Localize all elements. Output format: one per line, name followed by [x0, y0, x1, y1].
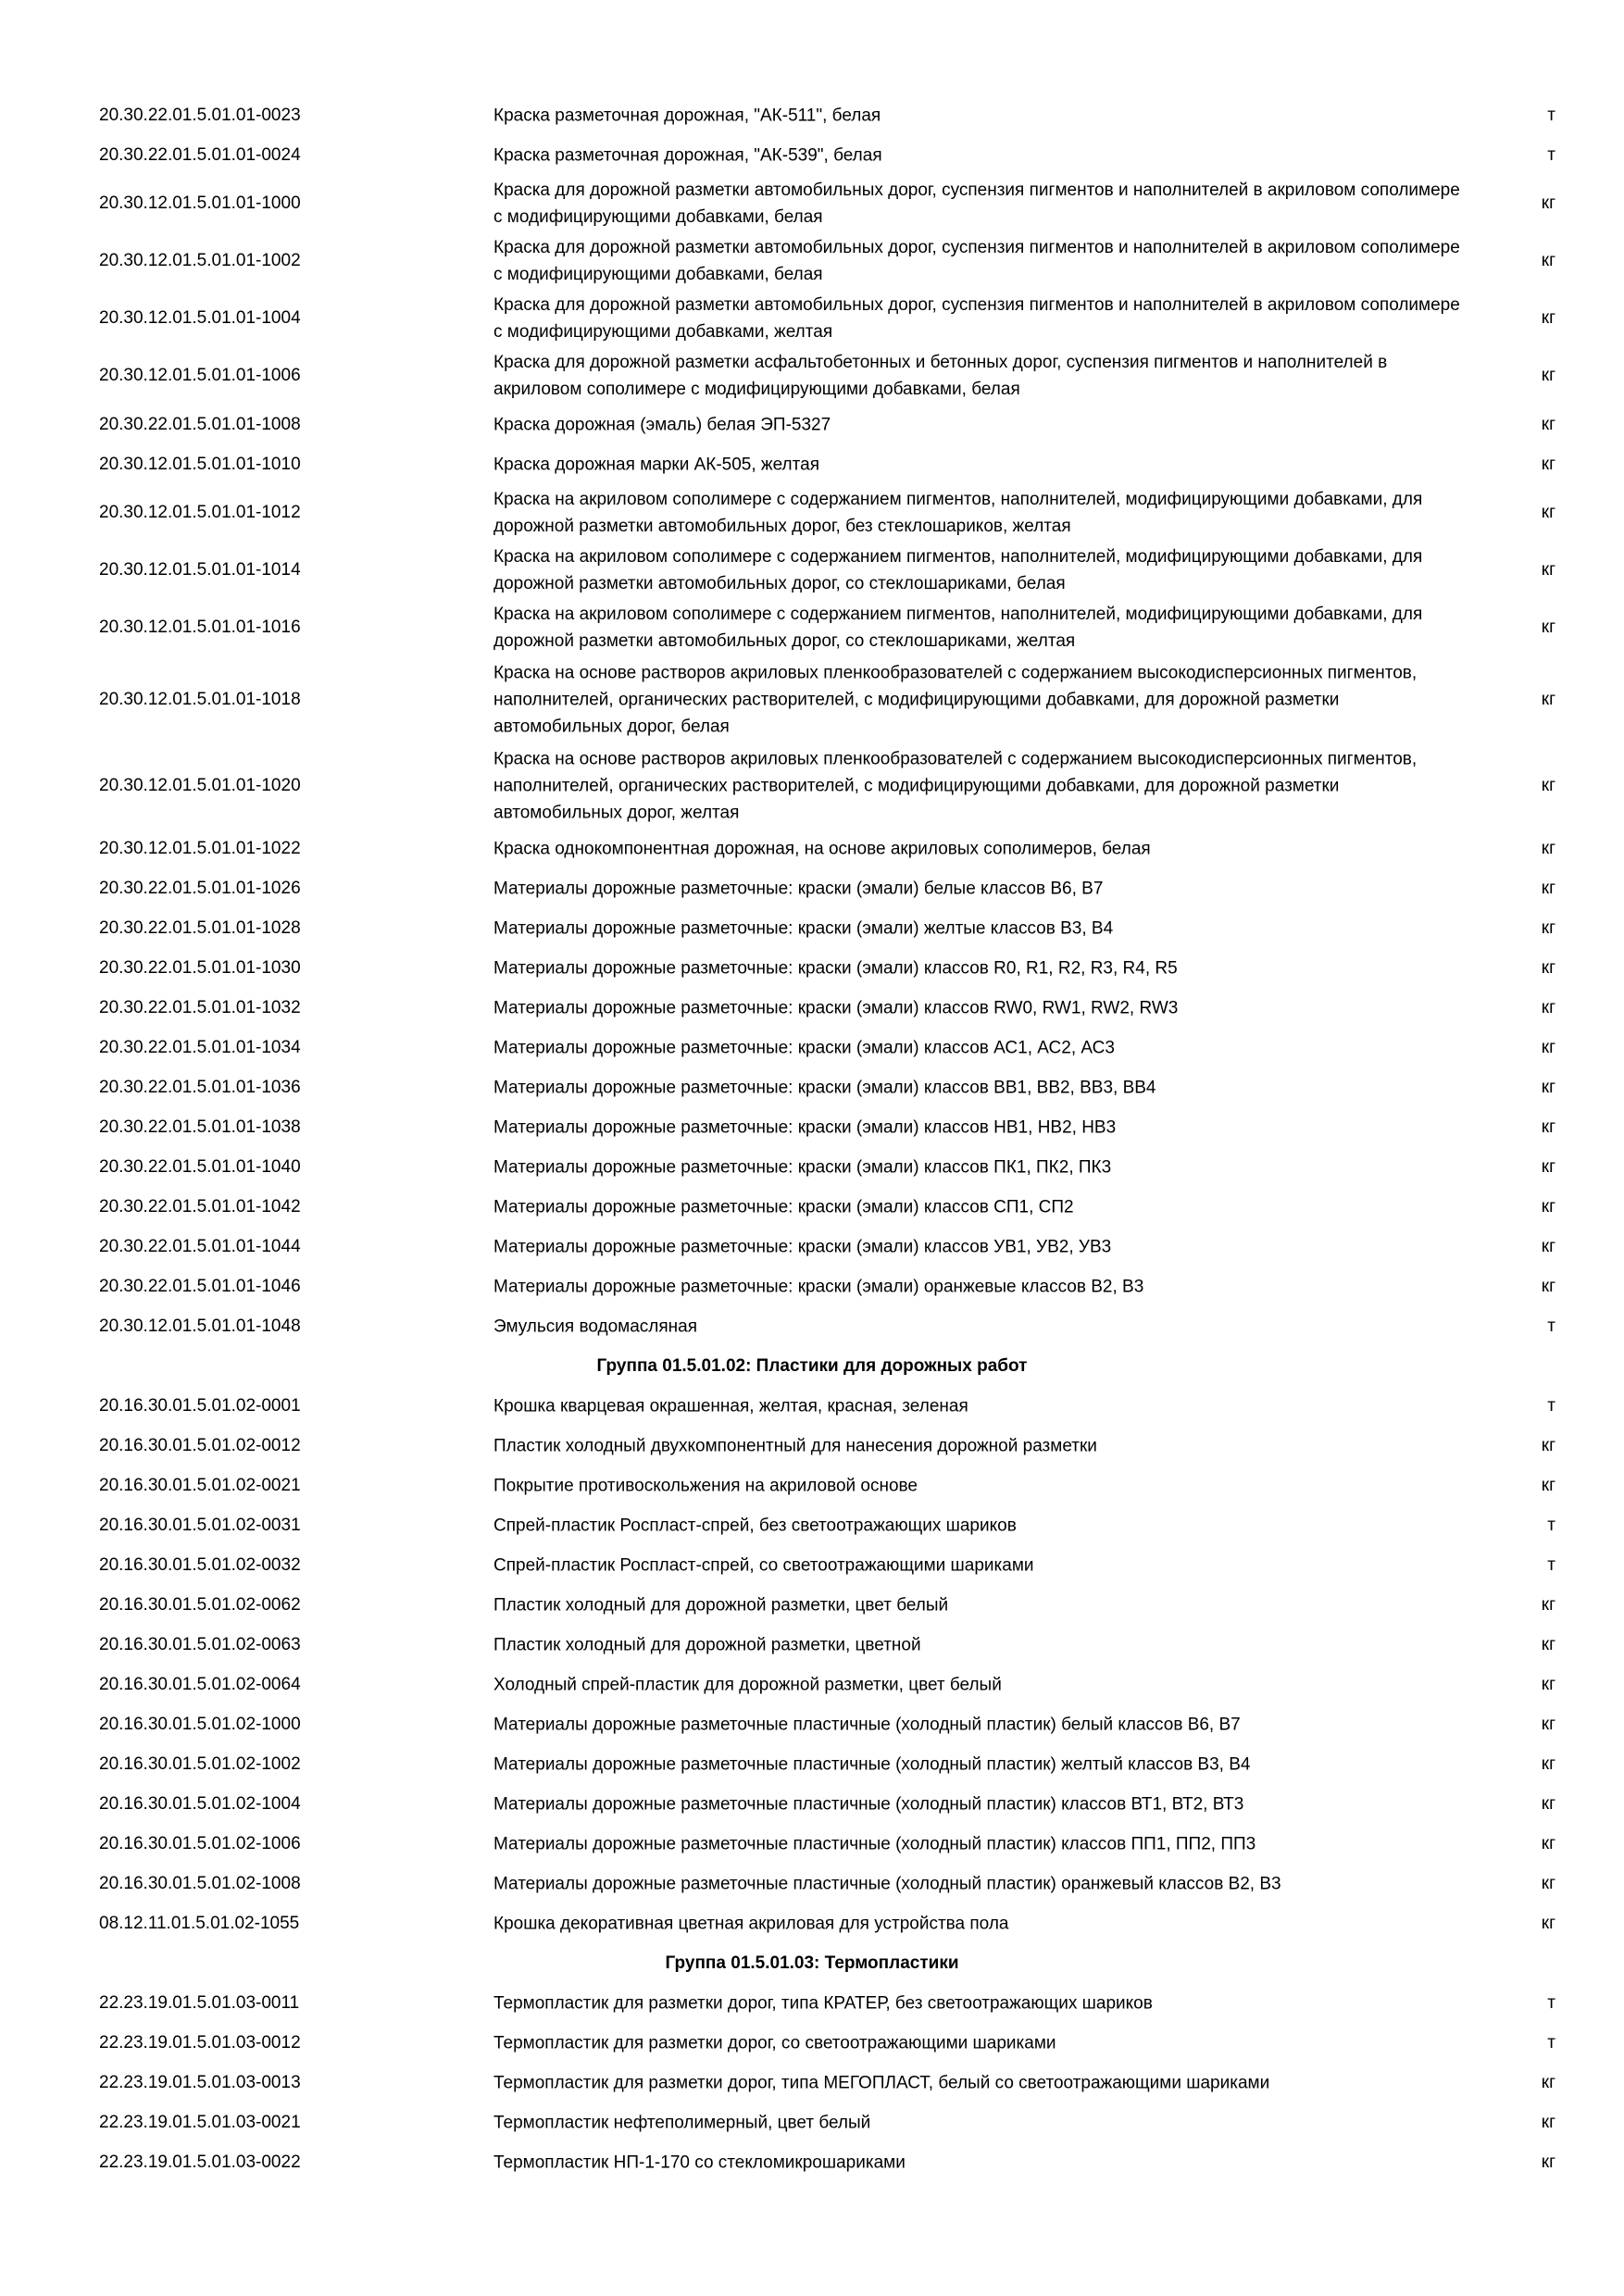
table-row	[0, 1704, 1624, 1744]
resource-code: 20.16.30.01.5.01.02-0064	[99, 1674, 301, 1694]
resource-code: 20.30.22.01.5.01.01-0023	[99, 105, 301, 125]
resource-name: Материалы дорожные разметочные: краски (эмали) классов УВ1, УВ2, УВ3	[493, 1237, 1112, 1256]
resource-code: 20.30.12.01.5.01.01-1022	[99, 838, 301, 858]
resource-code: 20.30.12.01.5.01.01-1002	[99, 251, 301, 270]
resource-unit: кг	[1541, 1276, 1555, 1296]
resource-code: 20.30.12.01.5.01.01-1048	[99, 1316, 301, 1336]
resource-unit: кг	[1541, 560, 1555, 580]
resource-code: 20.16.30.01.5.01.02-0062	[99, 1594, 301, 1615]
table-row	[0, 1306, 1624, 1346]
table-row	[0, 2023, 1624, 2063]
resource-code: 20.30.22.01.5.01.01-1030	[99, 957, 301, 978]
resource-unit: кг	[1541, 1753, 1555, 1774]
resource-name: Краска на акриловом сополимере с содержанием пигментов, наполнителей, модифицирующими добавками, для дорожной разметки автомобильных дорог, со стеклошариками, белая	[493, 547, 1423, 593]
resource-code: 20.30.22.01.5.01.01-1040	[99, 1156, 301, 1177]
resource-unit: кг	[1541, 2112, 1555, 2132]
resource-name: Термопластик для разметки дорог, со светоотражающими шариками	[493, 2033, 1056, 2053]
table-row	[0, 1744, 1624, 1784]
resource-code: 20.16.30.01.5.01.02-1008	[99, 1873, 301, 1893]
resource-unit: т	[1547, 105, 1555, 125]
resource-name: Материалы дорожные разметочные пластичные (холодный пластик) оранжевый классов В2, В3	[493, 1874, 1281, 1893]
table-row	[0, 599, 1624, 656]
resource-unit: т	[1547, 1316, 1555, 1336]
resource-code: 20.16.30.01.5.01.02-1000	[99, 1714, 301, 1734]
resource-name: Крошка декоративная цветная акриловая для устройства пола	[493, 1914, 1009, 1933]
resource-unit: кг	[1541, 414, 1555, 434]
resource-code: 20.16.30.01.5.01.02-0001	[99, 1395, 301, 1416]
resource-name: Материалы дорожные разметочные: краски (эмали) классов ПК1, ПК2, ПК3	[493, 1157, 1112, 1177]
resource-unit: т	[1547, 2032, 1555, 2053]
resource-unit: кг	[1541, 957, 1555, 978]
resource-code: 22.23.19.01.5.01.03-0012	[99, 2032, 301, 2053]
resource-name: Пластик холодный для дорожной разметки, цвет белый	[493, 1595, 949, 1615]
table-row	[0, 95, 1624, 135]
resource-name: Краска на акриловом сополимере с содержанием пигментов, наполнителей, модифицирующими добавками, для дорожной разметки автомобильных дорог, без стеклошариков, желтая	[493, 490, 1423, 536]
resource-name: Краска для дорожной разметки автомобильных дорог, суспензия пигментов и наполнителей в акриловом сополимере с модифицирующими добавками, белая	[493, 181, 1460, 227]
table-row	[0, 1227, 1624, 1267]
table-row	[0, 1187, 1624, 1227]
resource-name: Материалы дорожные разметочные: краски (эмали) классов ВВ1, ВВ2, ВВ3, ВВ4	[493, 1078, 1156, 1097]
table-row	[0, 1864, 1624, 1903]
resource-name: Краска дорожная марки АК-505, желтая	[493, 455, 819, 474]
resource-code: 20.30.22.01.5.01.01-1044	[99, 1236, 301, 1256]
resource-unit: т	[1547, 1992, 1555, 2013]
resource-code: 20.30.22.01.5.01.01-1026	[99, 878, 301, 898]
resource-name: Краска разметочная дорожная, "АК-511", белая	[493, 106, 881, 125]
resource-name: Покрытие противоскольжения на акриловой основе	[493, 1476, 918, 1495]
table-row	[0, 908, 1624, 948]
resource-unit: кг	[1541, 1156, 1555, 1177]
resource-code: 22.23.19.01.5.01.03-0021	[99, 2112, 301, 2132]
resource-code: 20.16.30.01.5.01.02-0032	[99, 1554, 301, 1575]
resource-unit: кг	[1541, 1714, 1555, 1734]
group-heading-row	[0, 1346, 1624, 1386]
table-row	[0, 2142, 1624, 2182]
resource-name: Материалы дорожные разметочные: краски (эмали) классов R0, R1, R2, R3, R4, R5	[493, 958, 1178, 978]
resource-code: 20.16.30.01.5.01.02-1006	[99, 1833, 301, 1853]
resource-code: 22.23.19.01.5.01.03-0013	[99, 2072, 301, 2092]
resource-name: Материалы дорожные разметочные пластичные (холодный пластик) классов ПП1, ПП2, ПП3	[493, 1834, 1256, 1853]
resource-code: 20.16.30.01.5.01.02-0021	[99, 1475, 301, 1495]
table-row	[0, 1625, 1624, 1665]
table-row	[0, 2063, 1624, 2103]
resource-unit: кг	[1541, 2152, 1555, 2172]
resource-unit: кг	[1541, 838, 1555, 858]
resource-unit: кг	[1541, 1793, 1555, 1814]
resource-unit: кг	[1541, 997, 1555, 1017]
table-row	[0, 1505, 1624, 1545]
resource-name: Краска для дорожной разметки автомобильных дорог, суспензия пигментов и наполнителей в акриловом сополимере с модифицирующими добавками, белая	[493, 238, 1460, 284]
resource-code: 20.30.22.01.5.01.01-1034	[99, 1037, 301, 1057]
resource-code: 20.16.30.01.5.01.02-0063	[99, 1634, 301, 1654]
group-heading-row	[0, 1943, 1624, 1983]
resource-name: Краска на акриловом сополимере с содержанием пигментов, наполнителей, модифицирующими добавками, для дорожной разметки автомобильных дорог, со стеклошариками, желтая	[493, 605, 1423, 651]
resource-unit: кг	[1541, 1435, 1555, 1455]
table-row	[0, 1585, 1624, 1625]
table-row	[0, 868, 1624, 908]
resource-name: Краска на основе растворов акриловых пленкообразователей с содержанием высокодисперсионных пигментов, наполнителей, органических растворителей, с модифицирующими добавками, для дорожной разметки автомобильных дорог, белая	[493, 663, 1418, 736]
resource-unit: кг	[1541, 1037, 1555, 1057]
table-row	[0, 1426, 1624, 1466]
resource-name: Материалы дорожные разметочные пластичные (холодный пластик) белый классов В6, В7	[493, 1715, 1241, 1734]
resource-unit: кг	[1541, 1833, 1555, 1853]
resource-name: Крошка кварцевая окрашенная, желтая, красная, зеленая	[493, 1396, 968, 1416]
table-row	[0, 1028, 1624, 1067]
resource-code: 20.30.12.01.5.01.01-1012	[99, 503, 301, 522]
resource-code: 20.30.22.01.5.01.01-1046	[99, 1276, 301, 1296]
resource-name: Краска разметочная дорожная, "АК-539", белая	[493, 145, 882, 165]
table-row	[0, 542, 1624, 599]
resource-code: 20.30.22.01.5.01.01-1038	[99, 1117, 301, 1137]
resource-name: Спрей-пластик Роспласт-спрей, без светоотражающих шариков	[493, 1516, 1017, 1535]
resource-unit: кг	[1541, 1674, 1555, 1694]
resource-code: 20.30.12.01.5.01.01-1010	[99, 454, 301, 474]
table-row	[0, 2103, 1624, 2142]
resource-unit: кг	[1541, 2072, 1555, 2092]
resource-name: Краска для дорожной разметки автомобильных дорог, суспензия пигментов и наполнителей в акриловом сополимере с модифицирующими добавками, желтая	[493, 295, 1460, 342]
table-row	[0, 1983, 1624, 2023]
resource-unit: кг	[1541, 917, 1555, 938]
resource-name: Термопластик НП-1-170 со стекломикрошариками	[493, 2152, 906, 2172]
resource-unit: кг	[1541, 1594, 1555, 1615]
resource-name: Спрей-пластик Роспласт-спрей, со светоотражающими шариками	[493, 1555, 1034, 1575]
table-row	[0, 948, 1624, 988]
resource-name: Материалы дорожные разметочные: краски (эмали) белые классов В6, В7	[493, 879, 1104, 898]
resource-code: 22.23.19.01.5.01.03-0022	[99, 2152, 301, 2172]
resource-unit: кг	[1541, 1196, 1555, 1217]
resource-unit: кг	[1541, 251, 1555, 270]
resource-code: 20.30.22.01.5.01.01-1036	[99, 1077, 301, 1097]
resource-name: Материалы дорожные разметочные пластичные (холодный пластик) классов ВТ1, ВТ2, ВТ3	[493, 1794, 1244, 1814]
resource-name: Материалы дорожные разметочные: краски (эмали) желтые классов В3, В4	[493, 918, 1114, 938]
table-row	[0, 1267, 1624, 1306]
resource-code: 20.30.12.01.5.01.01-1004	[99, 308, 301, 328]
resource-name: Материалы дорожные разметочные пластичные (холодный пластик) желтый классов В3, В4	[493, 1754, 1251, 1774]
resource-unit: кг	[1541, 1873, 1555, 1893]
resource-unit: кг	[1541, 503, 1555, 522]
table-row	[0, 175, 1624, 232]
resource-unit: кг	[1541, 618, 1555, 637]
table-row	[0, 1107, 1624, 1147]
table-row	[0, 1784, 1624, 1824]
price-table	[0, 95, 1624, 2182]
table-row	[0, 232, 1624, 290]
resource-code: 20.30.12.01.5.01.01-1020	[99, 775, 301, 795]
resource-code: 20.30.12.01.5.01.01-1000	[99, 193, 301, 213]
resource-name: Краска дорожная (эмаль) белая ЭП-5327	[493, 415, 831, 434]
resource-code: 20.30.12.01.5.01.01-1014	[99, 560, 301, 580]
table-row	[0, 484, 1624, 542]
resource-name: Краска на основе растворов акриловых пленкообразователей с содержанием высокодисперсионных пигментов, наполнителей, органических растворителей, с модифицирующими добавками, для дорожной разметки автомобильных дорог, желтая	[493, 749, 1418, 822]
table-row	[0, 1824, 1624, 1864]
resource-unit: кг	[1541, 775, 1555, 795]
resource-unit: т	[1547, 144, 1555, 165]
resource-code: 20.30.22.01.5.01.01-0024	[99, 144, 301, 165]
table-row	[0, 656, 1624, 742]
resource-code: 20.30.12.01.5.01.01-1018	[99, 689, 301, 709]
table-row	[0, 1466, 1624, 1505]
resource-unit: кг	[1541, 366, 1555, 385]
resource-name: Эмульсия водомасляная	[493, 1316, 698, 1336]
table-row	[0, 347, 1624, 405]
resource-code: 20.16.30.01.5.01.02-0012	[99, 1435, 301, 1455]
resource-unit: кг	[1541, 193, 1555, 213]
resource-unit: кг	[1541, 1236, 1555, 1256]
table-row	[0, 1067, 1624, 1107]
resource-name: Краска однокомпонентная дорожная, на основе акриловых сополимеров, белая	[493, 839, 1151, 858]
resource-name: Термопластик для разметки дорог, типа МЕГОПЛАСТ, белый со светоотражающими шариками	[493, 2073, 1270, 2092]
resource-code: 20.30.22.01.5.01.01-1042	[99, 1196, 301, 1217]
resource-unit: кг	[1541, 1634, 1555, 1654]
resource-unit: кг	[1541, 689, 1555, 709]
resource-code: 08.12.11.01.5.01.02-1055	[99, 1913, 300, 1933]
resource-unit: кг	[1541, 1077, 1555, 1097]
table-row	[0, 742, 1624, 829]
group-heading: Группа 01.5.01.02: Пластики для дорожных работ	[596, 1355, 1028, 1376]
resource-name: Материалы дорожные разметочные: краски (эмали) оранжевые классов В2, В3	[493, 1277, 1144, 1296]
group-heading: Группа 01.5.01.03: Термопластики	[665, 1953, 959, 1973]
resource-unit: т	[1547, 1515, 1555, 1535]
resource-unit: кг	[1541, 454, 1555, 474]
table-row	[0, 1386, 1624, 1426]
resource-name: Пластик холодный для дорожной разметки, цветной	[493, 1635, 921, 1654]
table-row	[0, 829, 1624, 868]
table-row	[0, 405, 1624, 444]
table-row	[0, 1545, 1624, 1585]
resource-name: Термопластик нефтеполимерный, цвет белый	[493, 2113, 871, 2132]
resource-name: Материалы дорожные разметочные: краски (эмали) классов АС1, АС2, АС3	[493, 1038, 1115, 1057]
table-row	[0, 1665, 1624, 1704]
resource-code: 20.30.22.01.5.01.01-1032	[99, 997, 301, 1017]
resource-unit: т	[1547, 1395, 1555, 1416]
resource-unit: кг	[1541, 1913, 1555, 1933]
resource-name: Материалы дорожные разметочные: краски (эмали) классов НВ1, НВ2, НВ3	[493, 1117, 1117, 1137]
resource-name: Пластик холодный двухкомпонентный для нанесения дорожной разметки	[493, 1436, 1097, 1455]
resource-code: 22.23.19.01.5.01.03-0011	[99, 1992, 300, 2013]
resource-name: Холодный спрей-пластик для дорожной разметки, цвет белый	[493, 1675, 1002, 1694]
resource-unit: кг	[1541, 308, 1555, 328]
resource-unit: кг	[1541, 878, 1555, 898]
resource-code: 20.16.30.01.5.01.02-1004	[99, 1793, 301, 1814]
table-row	[0, 290, 1624, 347]
table-row	[0, 988, 1624, 1028]
resource-unit: кг	[1541, 1475, 1555, 1495]
resource-unit: кг	[1541, 1117, 1555, 1137]
resource-name: Материалы дорожные разметочные: краски (эмали) классов RW0, RW1, RW2, RW3	[493, 998, 1179, 1017]
table-row	[0, 1903, 1624, 1943]
resource-code: 20.30.22.01.5.01.01-1028	[99, 917, 301, 938]
table-row	[0, 1147, 1624, 1187]
resource-code: 20.30.12.01.5.01.01-1006	[99, 366, 301, 385]
resource-unit: т	[1547, 1554, 1555, 1575]
resource-name: Материалы дорожные разметочные: краски (эмали) классов СП1, СП2	[493, 1197, 1074, 1217]
resource-code: 20.30.22.01.5.01.01-1008	[99, 414, 301, 434]
table-row	[0, 135, 1624, 175]
resource-code: 20.30.12.01.5.01.01-1016	[99, 618, 301, 637]
resource-code: 20.16.30.01.5.01.02-1002	[99, 1753, 301, 1774]
resource-name: Термопластик для разметки дорог, типа КРАТЕР, без светоотражающих шариков	[493, 1993, 1153, 2013]
table-row	[0, 444, 1624, 484]
resource-name: Краска для дорожной разметки асфальтобетонных и бетонных дорог, суспензия пигментов и наполнителей в акриловом сополимере с модифицирующими добавками, белая	[493, 353, 1388, 399]
resource-code: 20.16.30.01.5.01.02-0031	[99, 1515, 301, 1535]
